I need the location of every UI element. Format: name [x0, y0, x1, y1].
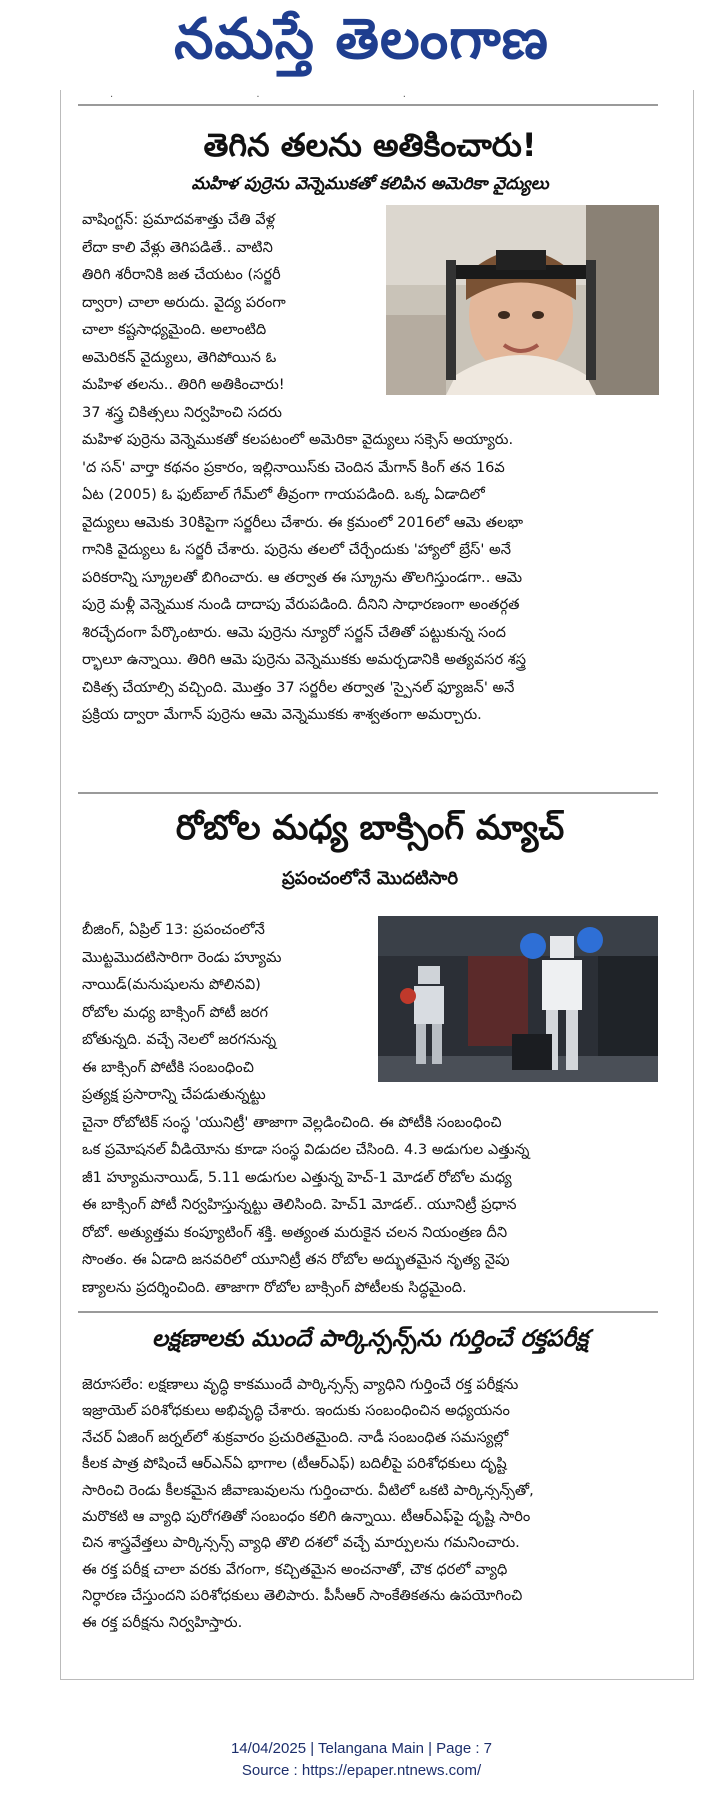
article-2-line: బోతున్నది. వచ్చే నెలలో జరగనున్న — [82, 1031, 276, 1048]
article-2-body-full — [82, 1081, 660, 1301]
article-1-line: 37 శస్త్ర చికిత్సలు నిర్వహించి సదరు — [82, 403, 282, 421]
article-2-line: ఈ బాక్సింగ్‌ పోటీకి సంబంధించి — [82, 1058, 254, 1076]
article-1-photo — [386, 205, 659, 395]
article-1-line: పరికరాన్ని స్క్రూలతో బిగించారు. ఆ తర్వాత ఈ స్క్రూను తొలగిస్తుండగా.. ఆమె — [82, 568, 523, 586]
article-2-line: ప్రత్యక్ష ప్రసారాన్ని చేపడుతున్నట్టు — [82, 1086, 266, 1103]
divider — [78, 104, 658, 106]
article-1-line: అమెరికన్‌ వైద్యులు, తెగిపోయిన ఓ — [82, 348, 277, 366]
article-1-line: వాషింగ్టన్‌: ప్రమాదవశాత్తు చేతి వేళ్ల — [82, 211, 275, 228]
article-2-line: ఒక ప్రమోషనల్‌ వీడియోను కూడా సంస్థ విడుదల చేసింది. 4.3 అడుగుల ఎత్తున్న — [82, 1141, 530, 1158]
article-2-headline: రోబోల మధ్య బాక్సింగ్‌ మ్యాచ్‌ — [175, 808, 565, 848]
article-2-line: రోబో. అత్యుత్తమ కంప్యూటింగ్‌ శక్తి. అత్యంత మరుకైన చలన నియంత్రణ దీని — [82, 1223, 508, 1241]
article-1-subhead: మహిళ పుర్రెను వెన్నెముకతో కలిపిన అమెరికా వైద్యులు — [191, 174, 549, 194]
divider — [78, 1311, 658, 1313]
article-2-body-side — [82, 916, 372, 1081]
article-3-line: సారించి రెండు కీలకమైన జీవాణువులను గుర్తించారు. వీటిలో ఒకటి పార్కిన్సన్స్‌తో, — [82, 1481, 534, 1499]
article-1-line: మహిళ పుర్రెను వెన్నెముకతో కలపటంలో అమెరికా వైద్యులు సక్సెస్‌ అయ్యారు. — [82, 431, 514, 448]
footer-source[interactable]: Source : https://epaper.ntnews.com/ — [241, 1762, 482, 1779]
article-1-line: ప్రక్రియ ద్వారా మేగాన్‌ పుర్రెను ఆమె వెన్నెముకకు శాశ్వతంగా అమర్చారు. — [82, 706, 482, 723]
article-1-body-full — [82, 426, 660, 729]
article-1-line: ద్వారా) చాలా అరుదు. వైద్య పరంగా — [82, 293, 286, 311]
masthead-dots: · · · — [110, 92, 476, 103]
article-2-line: సొంతం. ఈ ఏడాది జనవరిలో యూనిట్రీ తన రోబోల అద్భుతమైన నృత్య నైపు — [82, 1251, 510, 1268]
article-3-line: చిన శాస్త్రవేత్తలు పార్కిన్సన్స్‌ వ్యాధి తొలి దశలో వచ్చే మార్పులను గమనించారు. — [82, 1534, 520, 1552]
masthead — [0, 0, 723, 100]
article-3-line: జెరూసలేం: లక్షణాలు వృద్ధి కాకముందే పార్కిన్సన్స్‌ వ్యాధిని గుర్తించే రక్త పరీక్షను — [82, 1376, 519, 1393]
article-1-line: వైద్యులు ఆమెకు 30కిపైగా సర్జరీలు చేశారు. ఈ క్రమంలో 2016లో ఆమె తలభా — [82, 513, 523, 531]
article-1-line: ఏట (2005) ఓ ఫుట్‌బాల్‌ గేమ్‌లో తీవ్రంగా గాయపడింది. ఒక్క ఏడాదిలో — [82, 486, 485, 503]
article-1-line: తిరిగి శరీరానికి జత చేయటం (సర్జరీ — [82, 266, 281, 283]
article-2-line: బీజింగ్‌, ఏప్రిల్‌ 13: ప్రపంచంలోనే — [82, 921, 265, 938]
article-3-line: కీలక పాత్ర పోషించే ఆర్‌ఎన్‌ఏ భాగాల (టీఆర్‌ఎఫ్‌) బదిలీపై పరిశోధకులు దృష్టి — [82, 1455, 507, 1473]
article-1-line: మహిళ తలను.. తిరిగి అతికించారు! — [82, 376, 285, 393]
article-1-line: గానికి వైద్యులు ఓ సర్జరీ చేశారు. పుర్రెను తలలో చేర్చేందుకు 'హ్యాలో బ్రేస్‌' అనే — [82, 541, 511, 558]
article-3-line: ఈ రక్త పరీక్ష చాలా వరకు వేగంగా, కచ్చితమైన అంచనాతో, చౌక ధరలో వ్యాధి — [82, 1560, 508, 1578]
article-2-subhead: ప్రపంచంలోనే మొదటిసారి — [281, 868, 459, 889]
article-1-line: 'ద సన్‌' వార్తా కథనం ప్రకారం, ఇల్లినాయిస్‌కు చెందిన మేగాన్‌ కింగ్‌ తన 16వ — [82, 458, 505, 476]
article-3-line: ఈ రక్త పరీక్షను నిర్వహిస్తారు. — [82, 1613, 243, 1631]
article-1-line: చాలా కష్టసాధ్యమైంది. అలాంటిది — [82, 321, 267, 338]
article-3-body — [82, 1372, 660, 1636]
footer-date-edition: 14/04/2025 | Telangana Main | Page : 7 — [230, 1740, 493, 1757]
article-2-line: జీ1 హ్యూమనాయిడ్‌, 5.11 అడుగుల ఎత్తున్న హెచ్‌-1 మోడల్‌ రోబోల మధ్య — [82, 1168, 512, 1186]
article-1-line: పుర్రె మళ్లీ వెన్నెముక నుండి దాదాపు వేరుపడింది. దీనిని సాధారణంగా అంతర్గత — [82, 596, 520, 613]
article-2-line: ణ్యాలను ప్రదర్శించింది. తాజాగా రోబోల బాక్సింగ్‌ పోటీలకు సిద్ధమైంది. — [82, 1278, 467, 1296]
article-3-line: నేచర్‌ ఏజింగ్‌ జర్నల్‌లో శుక్రవారం ప్రచురితమైంది. నాడీ సంబంధిత సమస్యల్లో — [82, 1428, 509, 1446]
article-1-line: చికిత్స చేయాల్సి వచ్చింది. మొత్తం 37 సర్జరీల తర్వాత 'స్పైనల్‌ ఫ్యూజన్‌' అనే — [82, 678, 515, 696]
article-3-headline: లక్షణాలకు ముందే పార్కిన్సన్స్‌ను గుర్తించే రక్తపరీక్ష — [151, 1326, 589, 1352]
article-2-line: రోబోల మధ్య బాక్సింగ్‌ పోటీ జరగ — [82, 1003, 269, 1021]
robot-boxing-image — [378, 916, 658, 1082]
article-2-photo — [378, 916, 658, 1082]
article-1-line: లేదా కాలి వేళ్లు తెగిపడితే.. వాటిని — [82, 238, 273, 256]
article-1-headline: తెగిన తలను అతికించారు! — [203, 126, 537, 164]
article-3-line: మరొకటి ఆ వ్యాధి పురోగతితో సంబంధం కలిగి ఉన్నాయి. టీఆర్‌ఎఫ్‌పై దృష్టి సారిం — [82, 1508, 531, 1526]
article-1-line: ర్భాలూ ఉన్నాయి. తిరిగి ఆమె పుర్రెను వెన్నెముకకు అమర్చడానికి అత్యవసర శస్త్ర — [82, 651, 527, 668]
halo-brace-image — [386, 205, 659, 395]
article-3-line: నిర్ధారణ చేస్తుందని పరిశోధకులు తెలిపారు. పీసీఆర్‌ సాంకేతికతను ఉపయోగించి — [82, 1587, 523, 1605]
article-2-line: మొట్టమొదటిసారిగా రెండు హ్యూమ — [82, 948, 282, 966]
divider — [78, 792, 658, 794]
article-1-body-side — [82, 206, 380, 426]
article-2-line: ఈ బాక్సింగ్‌ పోటీ నిర్వహిస్తున్నట్టు తెలిసింది. హెచ్‌1 మోడల్‌.. యూనిట్రీ ప్రధాన — [82, 1196, 517, 1213]
article-1-line: శిరచ్ఛేదంగా పేర్కొంటారు. ఆమె పుర్రెను న్యూరో సర్జన్‌ చేతితో పట్టుకున్న సంద — [82, 623, 506, 641]
article-3-line: ఇజ్రాయెల్‌ పరిశోధకులు అభివృద్ధి చేశారు. ఇందుకు సంబంధించిన అధ్యయనం — [82, 1402, 510, 1420]
article-2-line: నాయిడ్‌(మనుషులను పోలినవి) — [82, 976, 261, 993]
article-2-line: చైనా రోబోటిక్‌ సంస్థ 'యునిట్రీ' తాజాగా వెల్లడించింది. ఈ పోటీకి సంబంధించి — [82, 1113, 502, 1131]
newspaper-logo: నమస్తే తెలంగాణ — [174, 6, 549, 72]
